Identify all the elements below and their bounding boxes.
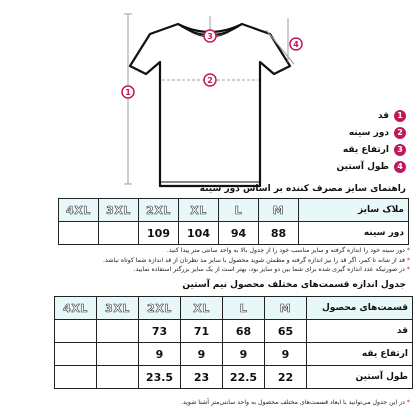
table-cell (59, 222, 99, 245)
legend-item-1 (378, 110, 406, 122)
table-cell (97, 343, 139, 366)
table-row (59, 222, 409, 245)
table-cell (97, 366, 139, 389)
row-header: قسمت‌های محصول (307, 297, 413, 320)
note-line: * دور سینه خود را اندازه گرفته و سایز مناسب خود را از جدول بالا به واحد سانتی متر پیدا کنید. (166, 247, 410, 254)
legend-item-3 (343, 144, 406, 156)
table2-title: جدول اندازه قسمت‌های مختلف محصول نیم آستین (182, 280, 406, 290)
row-label: دور سینه (299, 222, 409, 245)
marker-2-label: 2 (207, 76, 213, 85)
table-cell (55, 343, 97, 366)
table-cell: 65 (265, 320, 307, 343)
table-cell: 73 (139, 320, 181, 343)
table-cell: 22 (265, 366, 307, 389)
marker-1 (122, 86, 134, 98)
marker-4-label: 4 (293, 40, 299, 49)
table-cell: 23.5 (139, 366, 181, 389)
chest-size-table (58, 198, 409, 245)
legend-label: قد (377, 111, 389, 121)
product-size-table (54, 296, 413, 389)
table-cell: 9 (265, 343, 307, 366)
size-header: 3XL (99, 199, 139, 222)
legend-label: طول آستین (336, 162, 389, 172)
table-cell (55, 320, 97, 343)
table-cell: 88 (259, 222, 299, 245)
table2-header-row (55, 297, 413, 320)
legend-item-2 (349, 127, 406, 139)
marker-3 (204, 30, 216, 42)
table-cell: 71 (181, 320, 223, 343)
row-header: ملاک سایز (299, 199, 409, 222)
table-cell: 22.5 (223, 366, 265, 389)
size-header: L (219, 199, 259, 222)
table1-title: راهنمای سایز مصرف کننده بر اساس دور سینه (199, 184, 406, 194)
legend-item-4 (337, 161, 406, 173)
size-header: 4XL (55, 297, 97, 320)
size-header: XL (179, 199, 219, 222)
table-cell: 9 (139, 343, 181, 366)
tshirt-diagram (110, 4, 310, 196)
table-row (55, 320, 413, 343)
size-header: 2XL (139, 199, 179, 222)
table-cell (97, 320, 139, 343)
size-header: XL (181, 297, 223, 320)
note-line: * قد از شانه تا کمر، اگر قد را نیز اندازه گرفته و مطمئن شوید محصول با سایز مد نظرتان از قد اندازه شما کوتاه نباشد. (102, 256, 410, 264)
table-cell: 9 (223, 343, 265, 366)
size-header: M (259, 199, 299, 222)
table-cell: 68 (223, 320, 265, 343)
legend-label: ارتفاع یقه (342, 145, 389, 155)
table-cell (99, 222, 139, 245)
table-cell: 104 (179, 222, 219, 245)
size-header: 2XL (139, 297, 181, 320)
table-row (55, 366, 413, 389)
tshirt-outline (130, 24, 290, 186)
notes-block-1 (10, 246, 410, 275)
size-header: 4XL (59, 199, 99, 222)
note-line: * در صورتیکه عدد اندازه گیری شده برای شما بین دو سایز بود، بهتر است از یک سایز بزرگتر استفاده نمایید. (133, 266, 410, 274)
table-cell: 9 (181, 343, 223, 366)
table-cell: 94 (219, 222, 259, 245)
marker-3-label: 3 (207, 32, 213, 41)
notes-block-2 (10, 398, 410, 408)
row-label: طول آستین (307, 366, 413, 389)
legend-label: دور سینه (348, 128, 389, 138)
legend-badge: 4 (394, 161, 406, 173)
table-cell (55, 366, 97, 389)
size-header: 3XL (97, 297, 139, 320)
size-header: M (265, 297, 307, 320)
legend-badge: 3 (394, 144, 406, 156)
table-cell: 109 (139, 222, 179, 245)
row-label: قد (307, 320, 413, 343)
table-row (55, 343, 413, 366)
legend-badge: 2 (394, 127, 406, 139)
marker-1-label: 1 (125, 88, 131, 97)
size-header: L (223, 297, 265, 320)
marker-4 (290, 38, 302, 50)
legend-badge: 1 (394, 110, 406, 122)
marker-2 (204, 74, 216, 86)
note-line: * در این جدول می‌توانید با ابعاد قسمت‌های مختلف محصول به واحد سانتی‌متر آشنا شوید. (180, 399, 410, 406)
table-cell: 23 (181, 366, 223, 389)
row-label: ارتفاع یقه (307, 343, 413, 366)
table1-header-row (59, 199, 409, 222)
